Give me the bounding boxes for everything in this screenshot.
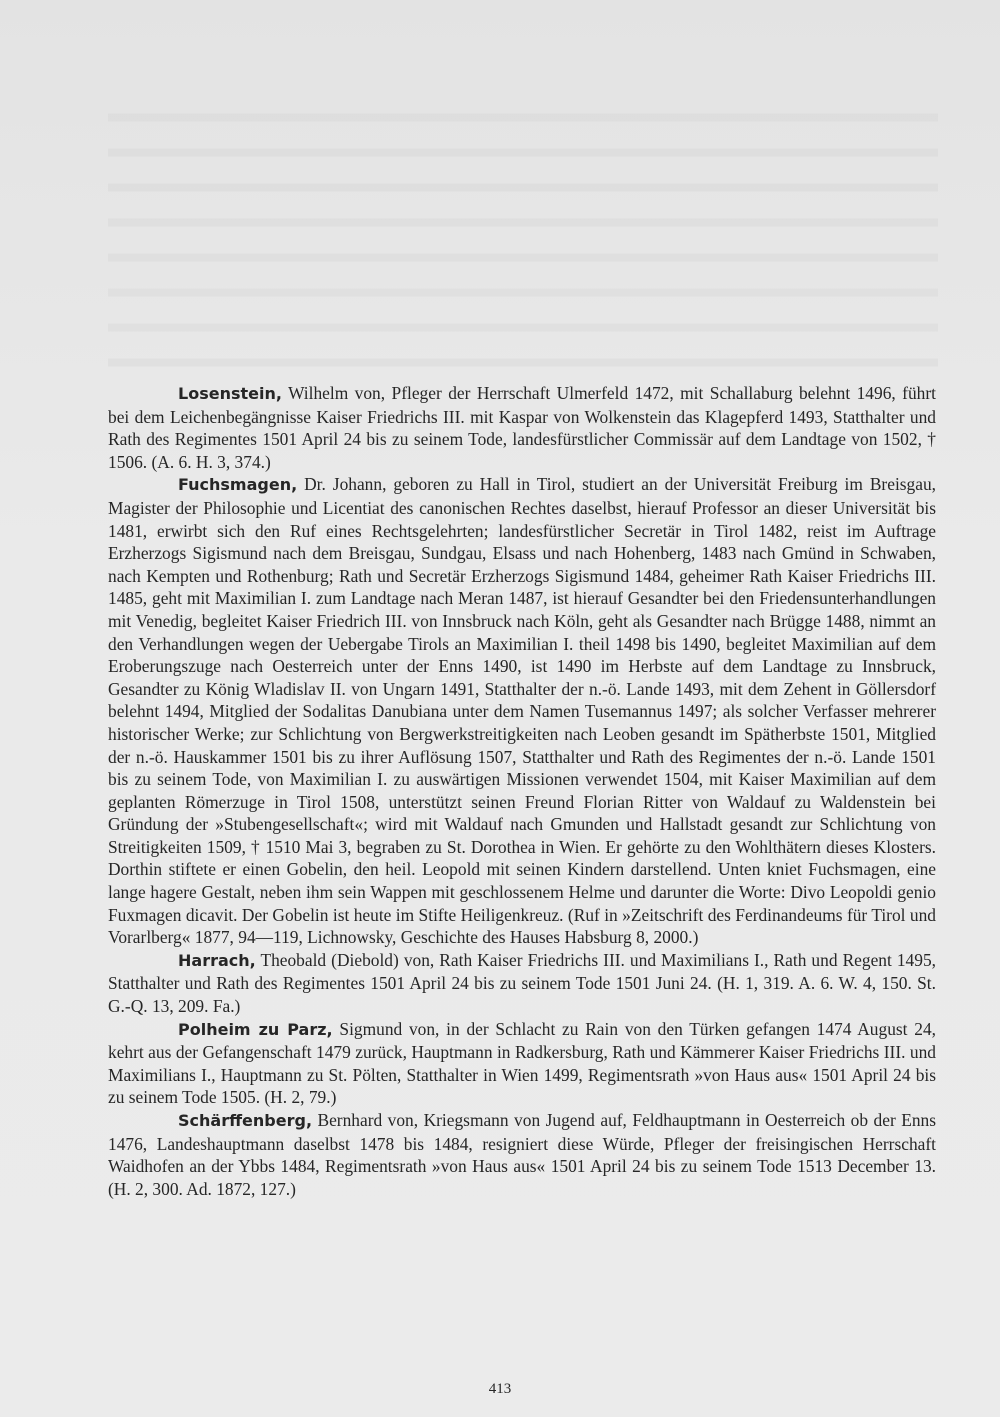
entry-text: Bernhard von, Kriegsmann von Jugend auf, Feldhauptmann in Oesterreich ob der Enns 1476, Landeshauptmann daselbst 1478 bis 1484, resigniert diese Würde, Pfleger der freisingischen Herrschaft Waidhofen an der Ybbs 1484, Regimentsrath »von Haus aus« 1501 April 24 bis zu seinem Tode 1513 December 13. (H. 2, 300. Ad. 1872, 127.) (108, 1110, 936, 1199)
entry-name: Fuchsmagen, (178, 475, 298, 495)
entry-name: Polheim zu Parz, (178, 1019, 333, 1039)
entry-schaerffenberg (108, 1109, 936, 1200)
entry-name: Harrach, (178, 950, 256, 970)
show-through-text (108, 95, 938, 375)
entry-text: Sigmund von, in der Schlacht zu Rain von den Türken gefangen 1474 August 24, kehrt aus der Gefangenschaft 1479 zurück, Hauptmann in Radkersburg, Rath und Kämmerer Kaiser Friedrichs III. und Maximilians I., Hauptmann zu St. Pölten, Statthalter in Wien 1499, Regimentsrath »von Haus aus« 1501 April 24 bis zu seinem Tode 1505. (H. 2, 79.) (108, 1018, 936, 1108)
entry-fuchsmagen (108, 473, 936, 948)
body-text (108, 382, 936, 1200)
entry-polheim (108, 1018, 936, 1109)
entry-text: Wilhelm von, Pfleger der Herrschaft Ulmerfeld 1472, mit Schallaburg belehnt 1496, führt bei dem Leichenbegängnisse Kaiser Friedrichs III. mit Kaspar von Wolkenstein das Klagepferd 1493, Statthalter und Rath des Regimentes 1501 April 24 bis zu seinem Tode, landesfürstlicher Commissär auf dem Landtage von 1502, † 1506. (A. 6. H. 3, 374.) (108, 383, 936, 472)
entry-harrach (108, 949, 936, 1018)
entry-losenstein (108, 382, 936, 473)
entry-text: Theobald (Diebold) von, Rath Kaiser Friedrichs III. und Maximilians I., Rath und Regent 1495, Statthalter und Rath des Regimentes 1501 April 24 bis zu seinem Tode 1501 Juni 24. (H. 1, 319. A. 6. W. 4, 150. St. G.-Q. 13, 209. Fa.) (108, 949, 936, 1017)
entry-text: Dr. Johann, geboren zu Hall in Tirol, studiert an der Universität Freiburg im Breisgau, Magister der Philosophie und Licentiat des canonischen Rechtes daselbst, hierauf Professor an dieser Universität bis 1481, erwirbt sich den Ruf eines Rechtsgelehrten; landesfürstlicher Secretär in Tirol 1482, reist im Auftrage Erzherzogs Sigismund nach dem Breisgau, Sundgau, Elsass und nach Hohenberg, 1483 nach Gmünd in Schwaben, nach Kempten und Rothenburg; Rath und Secretär Erzherzogs Sigismund 1484, geheimer Rath Kaiser Friedrichs III. 1485, geht mit Maximilian I. zum Landtage nach Meran 1487, ist hierauf Gesandter bei den Friedensunterhandlungen mit Venedig, begleitet Kaiser Friedrich III. von Innsbruck nach Köln, geht als Gesandter nach Brügge 1488, nimmt an den Verhandlungen wegen der Uebergabe Tirols an Maximilian I. theil 1498 bis 1490, begleitet Maximilian auf dem Eroberungszuge nach Oesterreich unter der Enns 1490, ist 1490 im Herbste auf dem Landtage zu Innsbruck, Gesandter zu König Wladislav II. von Ungarn 1491, Statthalter der n.-ö. Lande 1493, mit dem Zehent in Göllersdorf belehnt 1494, Mitglied der Sodalitas Danubiana unter dem Namen Tusemannus 1497; als solcher Verfasser mehrerer historischer Werke; zur Schlichtung von Bergwerkstreitigkeiten nach Leoben gesandt im Spätherbste 1501, Mitglied der n.-ö. Hauskammer 1501 bis zu ihrer Auflösung 1507, Statthalter und Rath des Regimentes der n.-ö. Lande 1501 bis zu seinem Tode, von Maximilian I. zu auswärtigen Missionen verwendet 1504, mit Kaiser Maximilian auf dem geplanten Römerzuge in Tirol 1508, unterstützt seinen Freund Florian Ritter von Waldauf zu Waldenstein bei Gründung der »Stubengesellschaft«; wird mit Waldauf nach Gmunden und Hallstadt gesandt zur Schlichtung von Streitigkeiten 1509, † 1510 Mai 3, begraben zu St. Dorothea in Wien. Er gehörte zu den Wohlthätern dieses Klosters. Dorthin stiftete er einen Gobelin, den heil. Leopold mit seinen Kindern darstellend. Unten kniet Fuchsmagen, eine lange hagere Gestalt, neben ihm sein Wappen mit geschlossenem Helme und darunter die Worte: Divo Leopoldi genio Fuxmagen dicavit. Der Gobelin ist heute im Stifte Heiligenkreuz. (Ruf in »Zeitschrift des Ferdinandeums für Tirol und Vorarlberg« 1877, 94—119, Lichnowsky, Geschichte des Hauses Habsburg 8, 2000.) (108, 474, 936, 948)
entry-name: Losenstein, (178, 384, 282, 403)
entry-name: Schärffenberg, (178, 1111, 313, 1130)
page-number: 413 (488, 1381, 512, 1397)
